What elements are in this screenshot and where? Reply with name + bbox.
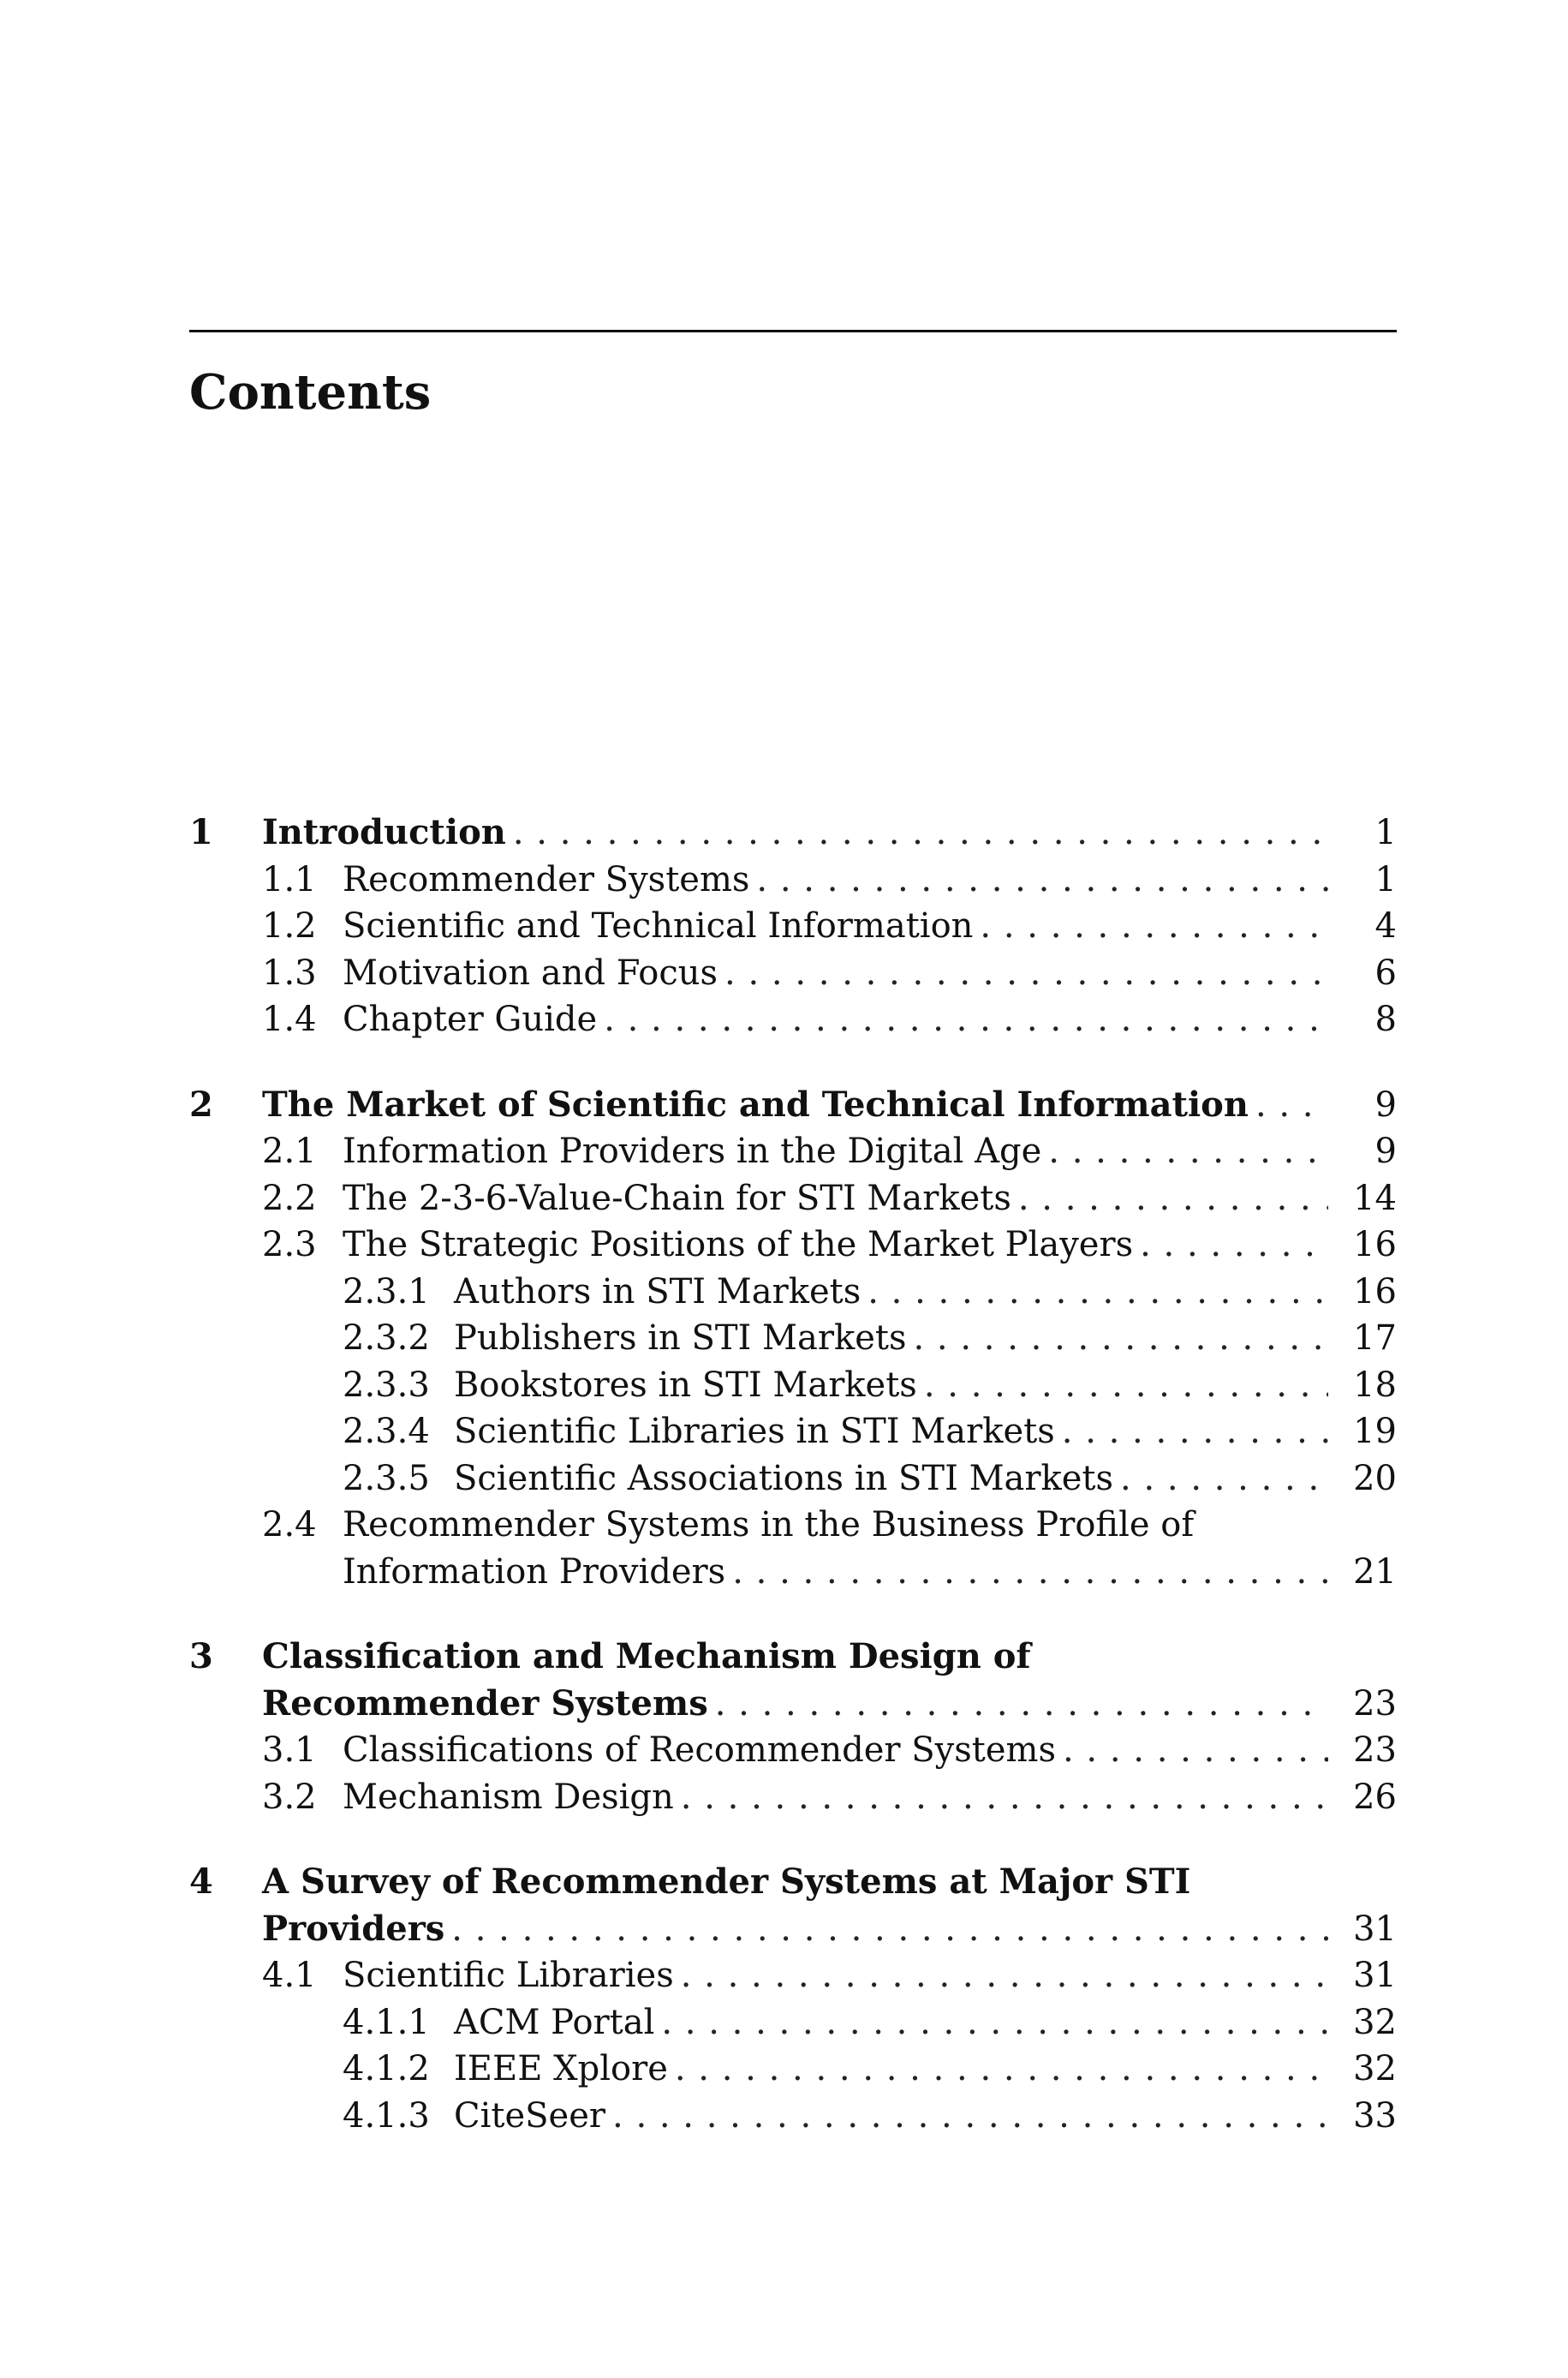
subsection-title: ACM Portal: [454, 2002, 655, 2042]
section-number: 1.2: [262, 906, 317, 946]
page-number: 31: [1353, 1909, 1397, 1949]
toc-chapter-row-continuation[interactable]: [189, 1906, 1397, 1953]
section-title: Classifications of Recommender Systems: [343, 1730, 1056, 1770]
page-number: 19: [1353, 1412, 1397, 1451]
section-title: Scientific Libraries: [343, 1956, 674, 1995]
toc-chapter-row-continuation[interactable]: [189, 1681, 1397, 1728]
section-number: 1.3: [262, 953, 317, 993]
subsection-number: 2.3.4: [343, 1412, 430, 1451]
page-number: 6: [1374, 953, 1397, 993]
page-number: 20: [1353, 1458, 1397, 1498]
subsection-title: Publishers in STI Markets: [454, 1318, 907, 1358]
toc-section-row[interactable]: [189, 1222, 1397, 1269]
dot-leader: [1018, 1175, 1328, 1222]
dot-leader: [756, 857, 1328, 904]
dot-leader: [451, 1906, 1328, 1953]
section-title-line2: Information Providers: [343, 1551, 726, 1592]
section-title: Scientific and Technical Information: [343, 906, 974, 946]
dot-leader: [513, 810, 1328, 857]
section-number: 1.4: [262, 1000, 317, 1039]
section-title: Information Providers in the Digital Age: [343, 1132, 1042, 1171]
chapter-title-line2: Recommender Systems: [262, 1682, 708, 1724]
dot-leader: [980, 903, 1328, 950]
dot-leader: [1120, 1455, 1328, 1503]
chapter-title: The Market of Scientific and Technical Information: [262, 1084, 1249, 1125]
page-number: 9: [1374, 1084, 1397, 1125]
section-number: 3.2: [262, 1777, 317, 1817]
toc-chapter-row[interactable]: [189, 1634, 1397, 1681]
section-number: 2.4: [262, 1505, 317, 1545]
toc-chapter-2: [189, 1082, 1397, 1596]
toc-section-row[interactable]: [189, 1128, 1397, 1175]
subsection-number: 4.1.3: [343, 2095, 430, 2136]
chapter-title-line2: Providers: [262, 1908, 445, 1949]
toc-subsection-row[interactable]: [189, 1408, 1397, 1455]
section-title-line1: Recommender Systems in the Business Profile of: [343, 1505, 1195, 1545]
section-title: The 2-3-6-Value-Chain for STI Markets: [343, 1178, 1011, 1218]
toc-section-row[interactable]: [189, 950, 1397, 997]
toc-subsection-row[interactable]: [189, 1455, 1397, 1503]
dot-leader: [681, 1952, 1328, 1999]
header-rule: [189, 330, 1397, 332]
dot-leader: [715, 1681, 1328, 1728]
toc-chapter-row[interactable]: [189, 1859, 1397, 1906]
subsection-number: 4.1.1: [343, 2002, 430, 2042]
toc-chapter-3: [189, 1634, 1397, 1820]
dot-leader: [1140, 1222, 1328, 1269]
toc-subsection-row[interactable]: [189, 1315, 1397, 1362]
dot-leader: [732, 1549, 1328, 1596]
toc-chapter-row[interactable]: [189, 810, 1397, 857]
page-number: 21: [1353, 1551, 1397, 1592]
section-title: Mechanism Design: [343, 1777, 674, 1817]
page-number: 26: [1353, 1777, 1397, 1817]
section-title: Motivation and Focus: [343, 953, 718, 993]
subsection-title: Scientific Associations in STI Markets: [454, 1458, 1114, 1498]
toc-chapter-4: [189, 1859, 1397, 2139]
chapter-title-line1: Classification and Mechanism Design of: [262, 1636, 1031, 1676]
subsection-number: 2.3.3: [343, 1365, 430, 1405]
subsection-title: IEEE Xplore: [454, 2049, 668, 2088]
toc-section-row[interactable]: [189, 1727, 1397, 1774]
toc-section-row[interactable]: [189, 996, 1397, 1043]
page-number: 9: [1374, 1132, 1397, 1171]
toc-subsection-row[interactable]: [189, 2093, 1397, 2140]
section-number: 1.1: [262, 859, 317, 899]
page-number: 32: [1353, 2002, 1397, 2042]
toc-chapter-1: [189, 810, 1397, 1043]
dot-leader: [867, 1269, 1328, 1316]
chapter-number: 2: [189, 1084, 213, 1125]
toc-section-row-continuation[interactable]: [189, 1549, 1397, 1596]
section-number: 2.1: [262, 1132, 317, 1171]
dot-leader: [724, 950, 1328, 997]
dot-leader: [1062, 1408, 1328, 1455]
section-title: Chapter Guide: [343, 1000, 598, 1039]
dot-leader: [661, 1999, 1328, 2046]
toc-subsection-row[interactable]: [189, 2046, 1397, 2093]
dot-leader: [924, 1362, 1328, 1409]
subsection-number: 4.1.2: [343, 2049, 430, 2088]
toc-section-row[interactable]: [189, 1502, 1397, 1549]
page-number: 32: [1353, 2049, 1397, 2088]
section-number: 2.3: [262, 1225, 317, 1264]
chapter-number: 4: [189, 1861, 213, 1902]
dot-leader: [1255, 1082, 1328, 1129]
page-title: Contents: [189, 364, 432, 421]
dot-leader: [675, 2046, 1328, 2093]
toc-section-row[interactable]: [189, 1175, 1397, 1222]
page-number: 16: [1353, 1271, 1397, 1311]
dot-leader: [1048, 1128, 1328, 1175]
section-title: Recommender Systems: [343, 859, 750, 899]
chapter-title: Introduction: [262, 812, 506, 852]
toc-section-row[interactable]: [189, 857, 1397, 904]
toc-subsection-row[interactable]: [189, 1362, 1397, 1409]
toc-subsection-row[interactable]: [189, 1999, 1397, 2046]
subsection-number: 2.3.1: [343, 1271, 430, 1311]
chapter-number: 1: [189, 812, 213, 852]
toc-subsection-row[interactable]: [189, 1269, 1397, 1316]
toc-section-row[interactable]: [189, 1952, 1397, 1999]
section-number: 3.1: [262, 1730, 317, 1770]
section-number: 4.1: [262, 1956, 317, 1995]
dot-leader: [914, 1315, 1329, 1362]
page-number: 23: [1353, 1730, 1397, 1770]
chapter-title-line1: A Survey of Recommender Systems at Major STI: [262, 1861, 1191, 1902]
page-number: 4: [1374, 906, 1397, 946]
page-number: 17: [1353, 1318, 1397, 1358]
page-number: 33: [1353, 2095, 1397, 2136]
chapter-number: 3: [189, 1636, 213, 1676]
subsection-title: Bookstores in STI Markets: [454, 1365, 917, 1405]
page-number: 14: [1353, 1178, 1397, 1218]
dot-leader: [1063, 1727, 1328, 1774]
subsection-title: Scientific Libraries in STI Markets: [454, 1412, 1055, 1451]
toc-section-row[interactable]: [189, 1774, 1397, 1821]
page-number: 1: [1374, 859, 1397, 899]
subsection-title: CiteSeer: [454, 2095, 606, 2136]
subsection-number: 2.3.5: [343, 1458, 430, 1498]
table-of-contents: [189, 810, 1397, 2178]
toc-chapter-row[interactable]: [189, 1082, 1397, 1129]
section-number: 2.2: [262, 1178, 317, 1218]
toc-section-row[interactable]: [189, 903, 1397, 950]
page-number: 23: [1353, 1683, 1397, 1724]
section-title: The Strategic Positions of the Market Players: [343, 1225, 1134, 1264]
subsection-number: 2.3.2: [343, 1318, 430, 1358]
dot-leader: [604, 996, 1328, 1043]
dot-leader: [681, 1774, 1328, 1821]
page-number: 18: [1353, 1365, 1397, 1405]
page-number: 8: [1374, 1000, 1397, 1039]
page-number: 31: [1353, 1956, 1397, 1995]
page-number: 1: [1374, 813, 1397, 852]
subsection-title: Authors in STI Markets: [454, 1271, 862, 1311]
dot-leader: [612, 2093, 1328, 2140]
page-number: 16: [1353, 1225, 1397, 1264]
